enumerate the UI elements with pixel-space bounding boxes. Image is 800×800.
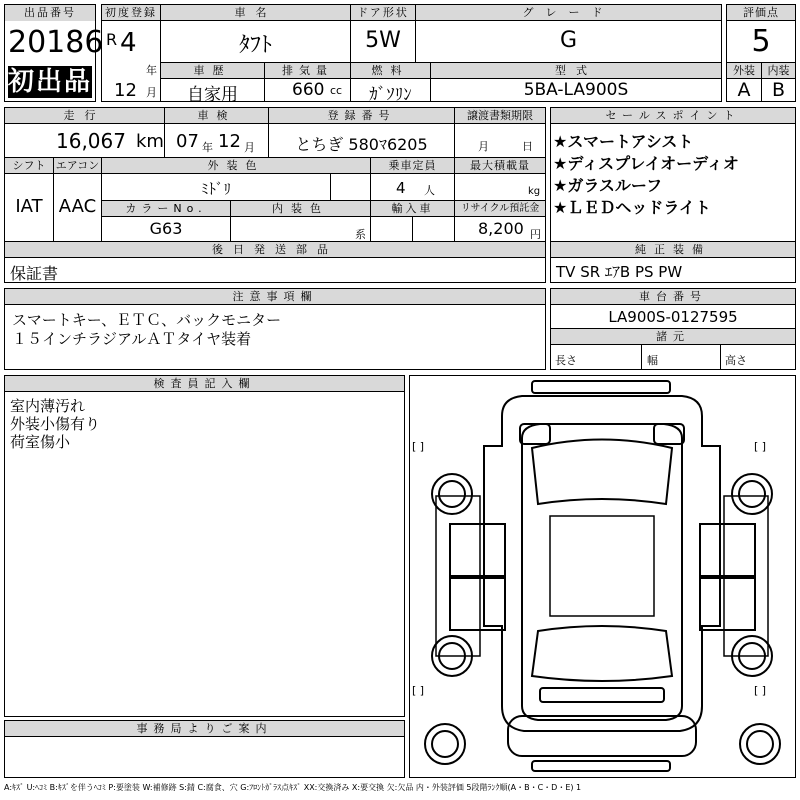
transfer-month-unit: 月: [478, 140, 489, 153]
grade: G: [559, 28, 578, 53]
capacity-unit: 人: [424, 184, 435, 197]
inspection-year: 07: [176, 131, 199, 152]
capacity: 4: [396, 179, 406, 197]
recycle-label: リサイクル預託金: [455, 201, 545, 216]
inspection-month-unit: 月: [244, 141, 255, 154]
inspection-month: 12: [218, 131, 241, 152]
ext-color-label: 外装色: [102, 158, 370, 173]
notes-line-1: スマートキー、ＥＴＣ、バックモニター: [12, 311, 282, 329]
notes-line-2: １５インチラジアルＡＴタイヤ装着: [12, 330, 252, 348]
recycle-amount: 8,200: [478, 219, 524, 238]
sales-item: ★ＬＥＤヘッドライト: [553, 198, 711, 217]
bracket-left-bottom: [ ]: [412, 684, 425, 697]
equip-list: TV SR ｴｱB PS PW: [556, 263, 683, 281]
displacement-unit: cc: [330, 84, 343, 97]
reg-no: とちぎ 580ﾏ6205: [295, 135, 428, 154]
lot-label: 出品番号: [5, 5, 95, 21]
color-no: G63: [149, 219, 183, 238]
model-label: 型式: [431, 63, 721, 78]
fuel-label: 燃料: [351, 63, 430, 78]
inspection-year-unit: 年: [202, 141, 213, 154]
exterior-grade: A: [737, 79, 751, 101]
color-no-label: カラーNo.: [102, 201, 230, 216]
first-reg-year: 4: [120, 28, 137, 58]
displacement-label: 排気量: [265, 63, 350, 78]
sales-label: セールスポイント: [551, 108, 795, 123]
exterior-label: 外装: [727, 63, 761, 78]
displacement: 660: [292, 80, 325, 100]
after-items: 保証書: [10, 264, 59, 283]
car-diagram: [410, 376, 795, 777]
history-label: 車歴: [161, 63, 264, 78]
chassis-number: LA900S-0127595: [608, 308, 738, 326]
year-unit: 年: [146, 64, 157, 77]
spec-width-label: 幅: [647, 354, 658, 367]
specs-label: 諸元: [551, 329, 795, 344]
interior-grade: B: [771, 79, 786, 101]
load-label: 最大積載量: [455, 158, 545, 173]
import-label: 輸入車: [371, 201, 454, 216]
inspector-label: 検査員記入欄: [5, 376, 404, 391]
ext-color: ﾐﾄﾞﾘ: [200, 180, 231, 198]
grade-label: グレード: [416, 5, 721, 20]
transfer-day-unit: 日: [522, 140, 533, 153]
load-unit: kg: [528, 186, 541, 197]
sales-item: ★ディスプレイオーディオ: [553, 154, 739, 173]
mileage: 16,067: [56, 129, 126, 153]
lot-number: 20186: [8, 25, 104, 60]
inspection-label: 車検: [165, 108, 268, 123]
shift: IAT: [15, 196, 43, 217]
reg-no-label: 登録番号: [269, 108, 454, 123]
sales-item: ★スマートアシスト: [553, 132, 694, 151]
chassis-label: 車台番号: [551, 289, 795, 304]
era-letter: R: [106, 30, 118, 49]
fuel: ｶﾞｿﾘﾝ: [369, 85, 412, 105]
interior-label: 内装: [762, 63, 795, 78]
mileage-unit: km: [136, 131, 164, 152]
first-listing-badge: 初出品: [8, 67, 93, 97]
history: 自家用: [187, 85, 238, 105]
sales-item: ★ガラスルーフ: [553, 176, 663, 195]
shift-label: シフト: [5, 158, 53, 173]
score-label: 評価点: [727, 5, 795, 20]
car-name-label: 車名: [161, 5, 350, 20]
score: 5: [751, 24, 771, 59]
bracket-left-top: [ ]: [412, 440, 425, 453]
inspector-line: 荷室傷小: [10, 433, 71, 451]
mileage-label: 走行: [5, 108, 164, 123]
legend: A:ｷｽﾞ U:ﾍｺﾐ B:ｷｽﾞを伴うﾍｺﾐ P:要塗装 W:補修跡 S:錆 C:腐食、穴 G:ﾌﾛﾝﾄｶﾞﾗｽ点ｷｽﾞ XX:交換済み X:要交換 欠:欠品 内・外装評価 5段階ﾗﾝｸ順(A・B・C・D・E) 1: [4, 783, 582, 792]
notes-label: 注意事項欄: [5, 289, 545, 304]
ac-label: エアコン: [55, 159, 100, 172]
spec-length-label: 長さ: [555, 354, 577, 367]
inspector-line: 外装小傷有り: [10, 415, 101, 433]
inspector-line: 室内薄汚れ: [10, 397, 86, 415]
door-type: 5W: [365, 28, 401, 53]
capacity-label: 乗車定員: [371, 158, 454, 173]
office-label: 事務局よりご案内: [5, 721, 404, 736]
int-color-label: 内装色: [231, 201, 370, 216]
spec-height-label: 高さ: [725, 354, 747, 367]
model: 5BA-LA900S: [523, 80, 629, 100]
transfer-label: 譲渡書類期限: [455, 108, 545, 123]
after-label: 後日発送部品: [5, 242, 545, 257]
ac: AAC: [58, 196, 97, 217]
first-reg-month: 12: [114, 80, 137, 101]
bracket-right-top: [ ]: [754, 440, 767, 453]
door-label: ドア形状: [351, 5, 415, 20]
month-unit: 月: [146, 86, 157, 99]
equip-label: 純正装備: [551, 242, 795, 257]
bracket-right-bottom: [ ]: [754, 684, 767, 697]
first-reg-label: 初度登録: [102, 5, 160, 20]
int-color-unit: 系: [355, 228, 366, 241]
recycle-unit: 円: [530, 228, 541, 241]
car-name: ﾀﾌﾄ: [238, 33, 272, 58]
